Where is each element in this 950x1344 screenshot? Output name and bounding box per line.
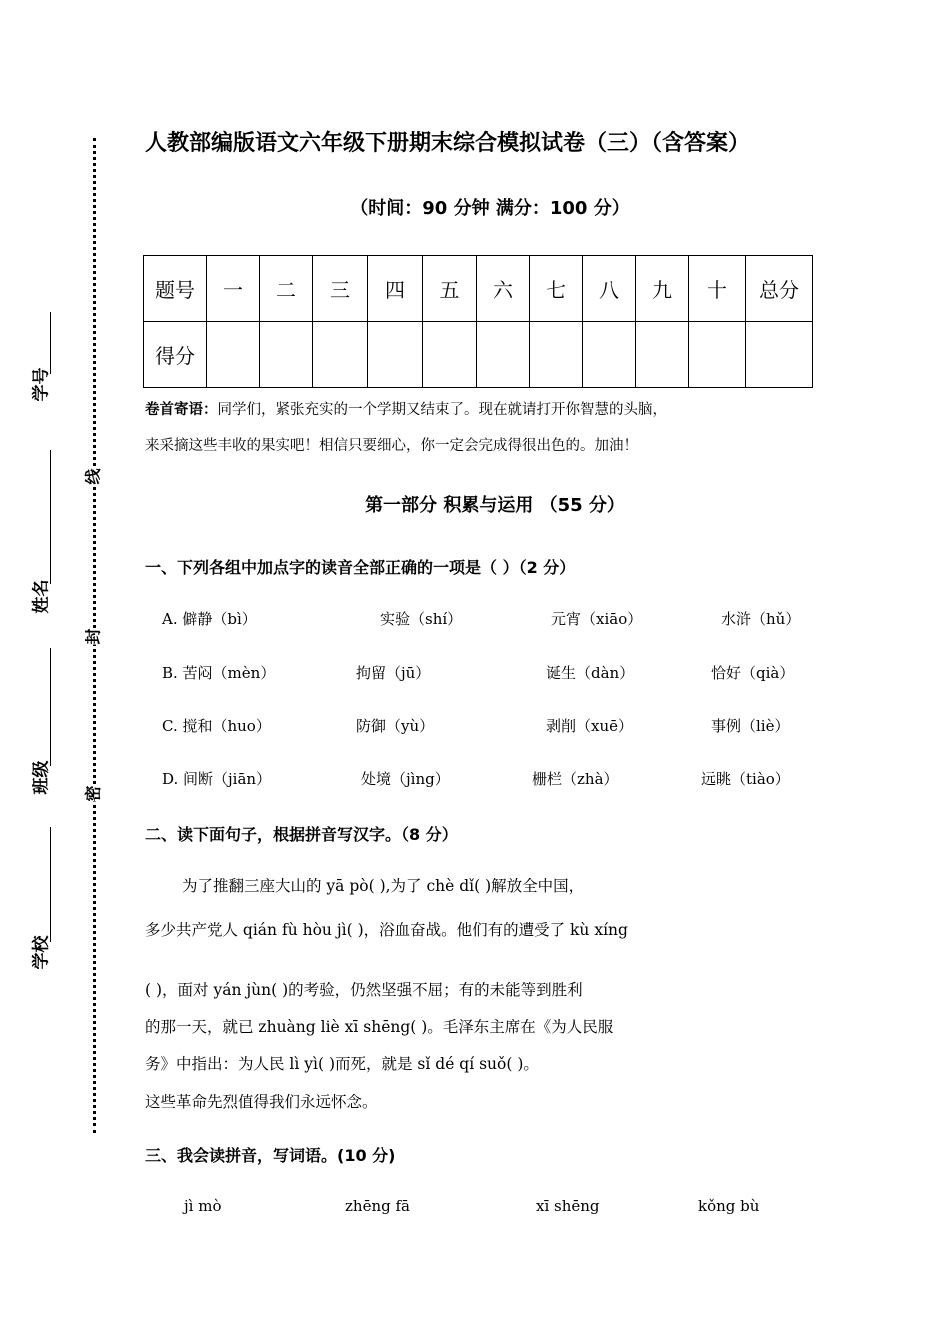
q1-option: 元宵（xiāo） — [551, 610, 643, 628]
margin-label-student-id: 学号 — [31, 367, 52, 402]
score-table-header-row — [144, 256, 813, 322]
q1-option: 剥削（xuē） — [546, 717, 633, 735]
q1-option: 处境（jìng） — [361, 770, 450, 788]
q3-pinyin: jì mò — [184, 1197, 222, 1215]
q1-option: D. 间断（jiān） — [162, 770, 272, 788]
score-input-cell[interactable] — [207, 322, 260, 388]
q1-option: 防御（yù） — [356, 717, 435, 735]
page-title: 人教部编版语文六年级下册期末综合模拟试卷（三）（含答案） — [145, 131, 751, 156]
margin-label-school: 学校 — [31, 935, 52, 970]
table-cell: 七 — [530, 256, 583, 322]
student-id-blank — [50, 312, 52, 374]
score-input-cell[interactable] — [636, 322, 689, 388]
score-input-cell[interactable] — [260, 322, 313, 388]
table-cell: 九 — [636, 256, 689, 322]
q2-passage-line: 这些革命先烈值得我们永远怀念。 — [145, 1093, 378, 1111]
q3-pinyin: zhēng fā — [345, 1197, 410, 1215]
q1-option: 实验（shí） — [380, 610, 463, 628]
table-cell: 六 — [477, 256, 530, 322]
q1-option: 恰好（qià） — [711, 664, 795, 682]
score-input-cell[interactable] — [530, 322, 583, 388]
score-input-cell[interactable] — [583, 322, 636, 388]
q1-option: C. 搅和（huo） — [162, 717, 271, 735]
preface-line-1 — [145, 392, 815, 428]
q1-stem: 一、下列各组中加点字的读音全部正确的一项是（ ）（2 分） — [145, 558, 576, 577]
school-blank — [50, 827, 52, 942]
q1-option: 远眺（tiào） — [701, 770, 790, 788]
table-cell: 得分 — [144, 322, 207, 388]
q2-passage-line: 的那一天，就已 zhuàng liè xī shēng( )。毛泽东主席在《为人民服 — [145, 1018, 614, 1036]
q2-passage-line: 多少共产党人 qián fù hòu jì( )，浴血奋战。他们有的遭受了 kù xíng — [145, 921, 628, 939]
q1-option: 栅栏（zhà） — [532, 770, 619, 788]
preface-label: 卷首寄语： — [145, 401, 218, 418]
q2-stem: 二、读下面句子，根据拼音写汉字。（8 分） — [145, 825, 458, 844]
class-blank — [50, 648, 52, 766]
margin-label-class: 班级 — [31, 760, 52, 795]
table-cell: 总分 — [746, 256, 813, 322]
table-cell: 一 — [207, 256, 260, 322]
preface-text-1: 同学们，紧张充实的一个学期又结束了。现在就请打开你智慧的头脑， — [217, 402, 667, 418]
q3-pinyin: xī shēng — [536, 1197, 600, 1215]
q1-option: 水浒（hǔ） — [721, 610, 801, 628]
seal-char-line: 线 — [81, 468, 104, 484]
score-input-cell[interactable] — [313, 322, 368, 388]
margin-label-name: 姓名 — [31, 579, 52, 614]
table-cell: 二 — [260, 256, 313, 322]
score-input-cell[interactable] — [746, 322, 813, 388]
q2-passage-line: 为了推翻三座大山的 yā pò( ),为了 chè dǐ( )解放全中国， — [182, 877, 585, 895]
preface-text-2: 来采摘这些丰收的果实吧！相信只要细心，你一定会完成得很出色的。加油！ — [145, 438, 638, 454]
q1-option: 诞生（dàn） — [546, 664, 635, 682]
q1-option: 拘留（jū） — [356, 664, 431, 682]
q2-passage-line: ( )，面对 yán jùn( )的考验，仍然坚强不屈；有的未能等到胜利 — [145, 981, 583, 999]
q1-option: 事例（liè） — [711, 717, 790, 735]
table-cell: 五 — [423, 256, 477, 322]
preface — [145, 392, 815, 464]
score-input-cell[interactable] — [477, 322, 530, 388]
score-table — [143, 255, 813, 388]
q1-option: A. 僻静（bì） — [162, 610, 257, 628]
table-cell: 三 — [313, 256, 368, 322]
exam-time-score: （时间：90 分钟 满分：100 分） — [350, 198, 630, 219]
table-cell: 题号 — [144, 256, 207, 322]
score-input-cell[interactable] — [689, 322, 746, 388]
seal-char-secret: 密 — [81, 785, 104, 801]
score-input-cell[interactable] — [423, 322, 477, 388]
table-cell: 十 — [689, 256, 746, 322]
score-table-score-row — [144, 322, 813, 388]
q3-stem: 三、我会读拼音，写词语。(10 分) — [145, 1146, 396, 1165]
name-blank — [50, 450, 52, 584]
q1-option: B. 苦闷（mèn） — [162, 664, 276, 682]
q3-pinyin: kǒng bù — [698, 1197, 760, 1215]
q2-passage-line: 务》中指出：为人民 lì yì( )而死，就是 sǐ dé qí suǒ( )。 — [145, 1055, 539, 1073]
table-cell: 四 — [368, 256, 423, 322]
part1-heading: 第一部分 积累与运用 （55 分） — [365, 495, 625, 516]
seal-char-seal: 封 — [81, 628, 104, 644]
score-input-cell[interactable] — [368, 322, 423, 388]
table-cell: 八 — [583, 256, 636, 322]
